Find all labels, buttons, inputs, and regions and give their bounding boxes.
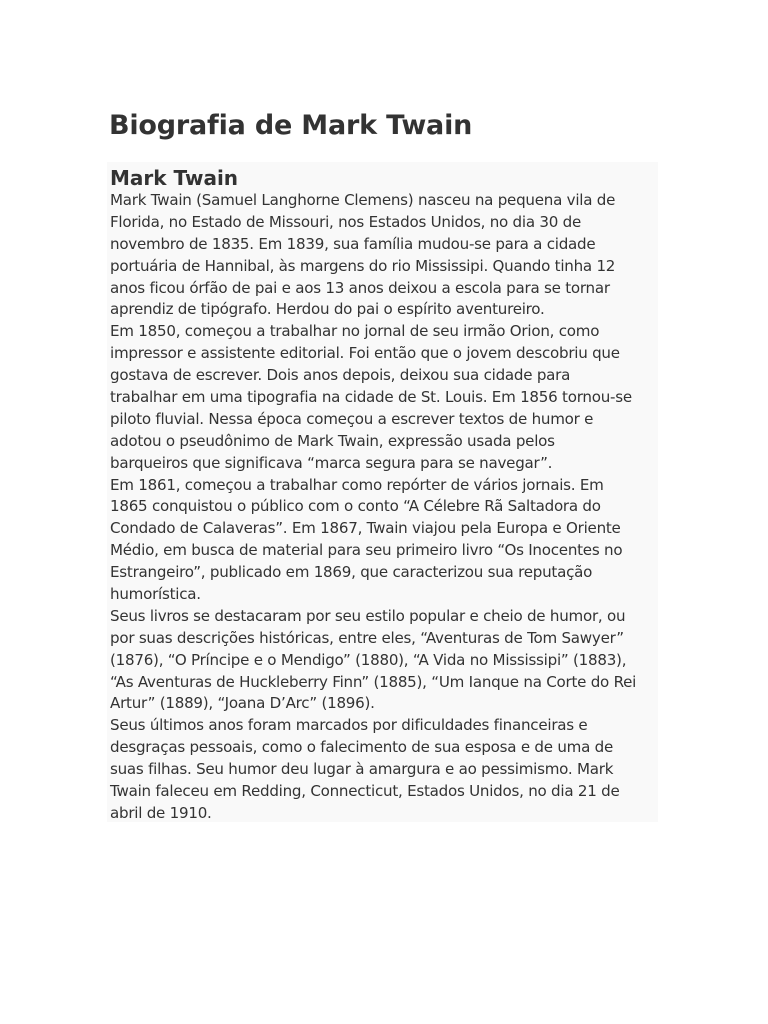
article-line: barqueiros que significava “marca segura para se navegar”.: [110, 453, 553, 472]
article-line: anos ficou órfão de pai e aos 13 anos deixou a escola para se tornar: [110, 278, 610, 297]
article-line: “As Aventuras de Huckleberry Finn” (1885), “Um Ianque na Corte do Rei: [110, 672, 637, 691]
article-line: abril de 1910.: [110, 803, 212, 822]
article-line: portuária de Hannibal, às margens do rio Mississipi. Quando tinha 12: [110, 256, 616, 275]
article-line: Em 1850, começou a trabalhar no jornal de seu irmão Orion, como: [110, 322, 600, 341]
page-title: Biografia de Mark Twain: [109, 110, 473, 141]
article-body: [110, 190, 670, 825]
article-line: Em 1861, começou a trabalhar como repórter de vários jornais. Em: [110, 475, 604, 494]
article-line: piloto fluvial. Nessa época começou a escrever textos de humor e: [110, 409, 594, 428]
article-box: [107, 162, 658, 822]
article-line: Médio, em busca de material para seu primeiro livro “Os Inocentes no: [110, 541, 623, 560]
article-line: aprendiz de tipógrafo. Herdou do pai o espírito aventureiro.: [110, 300, 545, 319]
article-line: Mark Twain (Samuel Langhorne Clemens) nasceu na pequena vila de: [110, 191, 616, 209]
article-heading: Mark Twain: [110, 166, 239, 190]
article-line: Twain faleceu em Redding, Connecticut, Estados Unidos, no dia 21 de: [110, 782, 620, 801]
article-line: 1865 conquistou o público com o conto “A Célebre Rã Saltadora do: [110, 497, 601, 516]
article-line: Condado de Calaveras”. Em 1867, Twain viajou pela Europa e Oriente: [110, 519, 621, 538]
article-line: Florida, no Estado de Missouri, nos Estados Unidos, no dia 30 de: [110, 212, 582, 231]
article-line: Artur” (1889), “Joana D’Arc” (1896).: [110, 694, 375, 713]
article-line: novembro de 1835. Em 1839, sua família mudou-se para a cidade: [110, 234, 596, 253]
article-line: suas filhas. Seu humor deu lugar à amargura e ao pessimismo. Mark: [110, 760, 614, 779]
article-line: por suas descrições históricas, entre eles, “Aventuras de Tom Sawyer”: [110, 628, 624, 647]
article-line: Seus últimos anos foram marcados por dificuldades financeiras e: [110, 716, 588, 735]
article-line: trabalhar em uma tipografia na cidade de St. Louis. Em 1856 tornou-se: [110, 388, 632, 407]
article-line: impressor e assistente editorial. Foi então que o jovem descobriu que: [110, 344, 620, 363]
article-line: Estrangeiro”, publicado em 1869, que caracterizou sua reputação: [110, 563, 593, 582]
article-line: (1876), “O Príncipe e o Mendigo” (1880), “A Vida no Mississipi” (1883),: [110, 650, 627, 669]
article-line: gostava de escrever. Dois anos depois, deixou sua cidade para: [110, 366, 571, 385]
article-line: desgraças pessoais, como o falecimento de sua esposa e de uma de: [110, 738, 614, 757]
article-line: humorística.: [110, 585, 201, 604]
article-line: adotou o pseudônimo de Mark Twain, expressão usada pelos: [110, 431, 555, 450]
article-line: Seus livros se destacaram por seu estilo popular e cheio de humor, ou: [110, 606, 626, 625]
